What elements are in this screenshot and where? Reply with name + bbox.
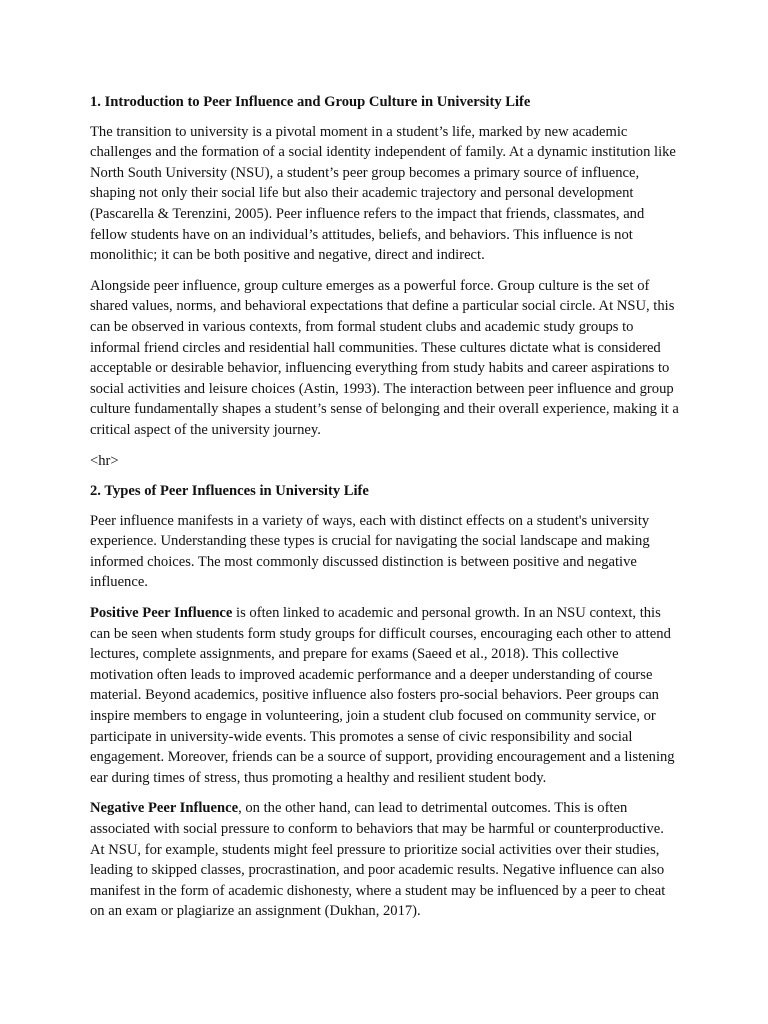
section-1-paragraph-2: Alongside peer influence, group culture emerges as a powerful force. Group culture is the set of shared values, norms, and behavioral expectations that define a particular social circle. At NSU, this can be observed in various contexts, from formal student clubs and academic study groups to informal friend circles and residential hall communities. These cultures dictate what is considered acceptable or desirable behavior, influencing everything from study habits and career aspirations to social activities and leisure choices (Astin, 1993). The interaction between peer influence and group culture fundamentally shapes a student’s sense of belonging and their overall experience, making it a critical aspect of the university journey. [90, 277, 679, 438]
negative-influence-paragraph [90, 798, 680, 922]
positive-influence-term: Positive Peer Influence [90, 605, 233, 622]
negative-influence-text: , on the other hand, can lead to detrimental outcomes. This is often associated with social pressure to conform to behaviors that may be harmful or counterproductive. At NSU, for example, students might feel pressure to prioritize social activities over their studies, leading to skipped classes, procrastination, and poor academic results. Negative influence can also manifest in the form of academic dishonesty, where a student may be influenced by a peer to cheat on an exam or plagiarize an assignment (Dukhan, 2017). [90, 800, 666, 920]
positive-influence-text: is often linked to academic and personal growth. In an NSU context, this can be seen when students form study groups for difficult courses, encouraging each other to attend lectures, complete assignments, and prepare for exams (Saeed et al., 2018). This collective motivation often leads to improved academic performance and a deeper understanding of course material. Beyond academics, positive influence also fosters pro-social behaviors. Peer groups can inspire members to engage in volunteering, join a student club focused on community service, or participate in university-wide events. This promotes a sense of civic responsibility and social engagement. Moreover, friends can be a source of support, providing encouragement and a listening ear during times of stress, thus promoting a healthy and resilient student body. [90, 605, 675, 786]
section-1-paragraph-1: The transition to university is a pivotal moment in a student’s life, marked by new academic challenges and the formation of a social identity independent of family. At a dynamic institution like North South University (NSU), a student’s peer group becomes a primary source of influence, shaping not only their social life but also their academic trajectory and personal development (Pascarella & Terenzini, 2005). Peer influence refers to the impact that friends, classmates, and fellow students have on an individual’s attitudes, beliefs, and behaviors. This influence is not monolithic; it can be both positive and negative, direct and indirect. [90, 123, 676, 264]
hr-literal-text: <hr> [90, 452, 119, 469]
section-1-heading: 1. Introduction to Peer Influence and Group Culture in University Life [90, 94, 531, 110]
negative-influence-term: Negative Peer Influence [90, 800, 239, 817]
section-2-intro: Peer influence manifests in a variety of ways, each with distinct effects on a student's university experience. Understanding these types is crucial for navigating the social landscape and making informed choices. The most commonly discussed distinction is between positive and negative influence. [90, 512, 650, 591]
section-2-heading: 2. Types of Peer Influences in University Life [90, 483, 369, 500]
document-page [90, 92, 680, 932]
positive-influence-paragraph [90, 603, 680, 788]
